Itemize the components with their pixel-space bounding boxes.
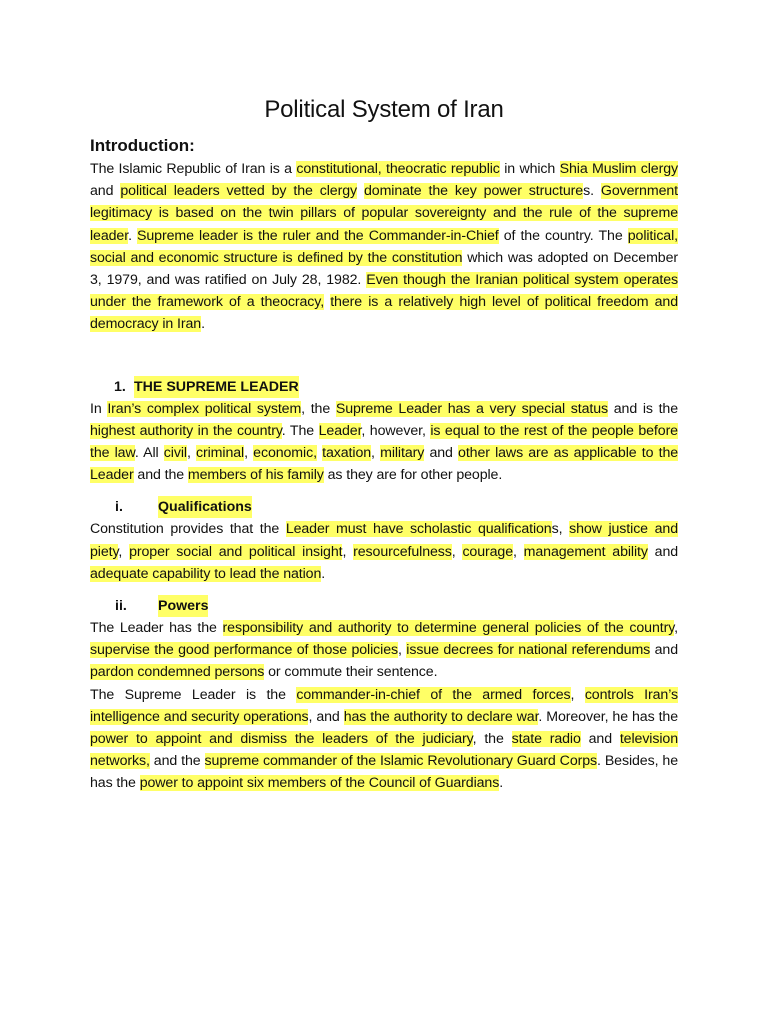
text-run: and bbox=[650, 642, 679, 659]
powers-paragraph-1 bbox=[90, 617, 678, 684]
text-run: , however, bbox=[361, 422, 431, 439]
highlighted-text: adequate capability to lead the nation bbox=[90, 565, 322, 582]
highlighted-text: has the authority to declare war bbox=[343, 708, 539, 725]
text-run: . bbox=[321, 565, 326, 582]
highlighted-text: Supreme Leader has a very special status bbox=[335, 400, 609, 417]
highlighted-text: economic, bbox=[253, 445, 317, 462]
highlighted-text: taxation bbox=[322, 445, 372, 462]
text-run: . bbox=[128, 227, 138, 244]
text-run: and bbox=[647, 543, 679, 560]
text-run: and is the bbox=[608, 400, 678, 417]
text-run: , bbox=[186, 445, 197, 462]
intro-heading: Introduction: bbox=[90, 136, 195, 155]
highlighted-text: power to appoint and dismiss the leaders of the judiciary bbox=[90, 731, 473, 748]
highlighted-text: highest authority in the country bbox=[90, 422, 282, 439]
highlighted-text: Leader bbox=[318, 422, 362, 439]
highlighted-text: resourcefulness bbox=[353, 543, 452, 560]
text-run: as they are for other people. bbox=[323, 467, 503, 484]
highlighted-text: supervise the good performance of those policies bbox=[90, 642, 398, 659]
highlighted-text: Iran’s complex political system bbox=[107, 400, 302, 417]
text-run: , bbox=[570, 686, 585, 703]
text-run: . bbox=[499, 775, 504, 792]
highlighted-text: there is a relatively high level of political freedom and democracy in Iran bbox=[90, 294, 679, 333]
text-run: , bbox=[513, 543, 524, 560]
text-run: s. bbox=[583, 183, 601, 200]
section-1-heading bbox=[90, 376, 678, 398]
text-run: . The bbox=[281, 422, 319, 439]
text-run: , and bbox=[308, 708, 344, 725]
highlighted-text: power to appoint six members of the Council of Guardians bbox=[139, 775, 500, 792]
highlighted-text: is equal to the rest of the people before the law bbox=[90, 422, 678, 462]
text-run: and the bbox=[149, 753, 205, 770]
text-run: . bbox=[201, 316, 205, 333]
highlighted-text: civil bbox=[163, 445, 187, 462]
supreme-leader-paragraph bbox=[90, 398, 678, 487]
text-run: , bbox=[118, 543, 130, 560]
text-run: The Islamic Republic of Iran is a bbox=[90, 161, 297, 177]
highlighted-text: Government legitimacy is based on the twin pillars of popular sovereignty and the rule of the supreme leader bbox=[90, 183, 678, 244]
highlighted-text: responsibility and authority to determine general policies of the country bbox=[222, 620, 675, 637]
intro-paragraph bbox=[90, 158, 678, 336]
highlighted-text: constitutional, theocratic republic bbox=[296, 161, 500, 177]
text-run: Constitution provides that the bbox=[90, 521, 286, 538]
text-run: and the bbox=[133, 467, 188, 484]
text-run: . All bbox=[134, 445, 164, 462]
text-run: and bbox=[90, 183, 121, 200]
text-run: The Leader has the bbox=[90, 620, 223, 637]
highlighted-text: members of his family bbox=[187, 467, 324, 484]
text-run bbox=[357, 183, 364, 199]
subsection-qualifications-number: i. bbox=[115, 499, 123, 516]
subsection-qualifications-title: Qualifications bbox=[158, 496, 252, 518]
highlighted-text: political leaders vetted by the clergy bbox=[120, 183, 357, 200]
highlighted-text: political, social and economic structure is defined by the constitution bbox=[90, 227, 678, 266]
text-run: . Besides, he has the bbox=[90, 753, 678, 792]
text-run: . Moreover, he has the bbox=[538, 708, 678, 725]
highlighted-text: show justice and piety bbox=[90, 521, 678, 560]
highlighted-text: Leader must have scholastic qualification bbox=[285, 521, 552, 538]
text-run: , bbox=[398, 642, 407, 659]
document-title: Political System of Iran bbox=[264, 96, 504, 123]
highlighted-text: dominate the key power structure bbox=[363, 183, 584, 200]
section-1-title: THE SUPREME LEADER bbox=[134, 376, 299, 398]
highlighted-text: Supreme leader is the ruler and the Commander-in-Chief bbox=[137, 227, 499, 244]
text-run: and bbox=[580, 731, 620, 748]
text-run: s, bbox=[551, 521, 570, 538]
text-run: , the bbox=[301, 400, 336, 417]
text-run: or commute their sentence. bbox=[264, 664, 438, 681]
highlighted-text: courage bbox=[462, 543, 514, 560]
text-run: which was adopted on December 3, 1979, and was ratified on July 28, 1982. bbox=[90, 249, 678, 289]
text-run: In bbox=[90, 400, 108, 417]
subsection-powers-heading bbox=[90, 595, 678, 617]
text-run: , bbox=[244, 445, 254, 462]
subsection-qualifications-heading bbox=[90, 496, 678, 518]
text-run: , bbox=[342, 543, 354, 560]
text-run: and bbox=[424, 445, 459, 462]
highlighted-text: supreme commander of the Islamic Revolutionary Guard Corps bbox=[204, 753, 598, 770]
text-run: of the country. The bbox=[498, 227, 628, 244]
subsection-powers-number: ii. bbox=[115, 598, 127, 615]
text-run: The Supreme Leader is the bbox=[90, 686, 297, 703]
highlighted-text: controls Iran’s intelligence and security operations bbox=[90, 686, 678, 725]
highlighted-text: pardon condemned persons bbox=[90, 664, 265, 681]
subsection-powers-title: Powers bbox=[158, 595, 208, 617]
text-run: , bbox=[371, 445, 381, 462]
highlighted-text: Shia Muslim clergy bbox=[559, 161, 678, 177]
highlighted-text: military bbox=[380, 445, 425, 462]
text-run: in which bbox=[499, 161, 560, 177]
highlighted-text: issue decrees for national referendums bbox=[406, 642, 651, 659]
highlighted-text: management ability bbox=[523, 543, 648, 560]
highlighted-text: proper social and political insight bbox=[129, 543, 343, 560]
section-1-number: 1. bbox=[114, 378, 126, 395]
text-run: , bbox=[451, 543, 463, 560]
text-run: , bbox=[674, 620, 678, 637]
highlighted-text: state radio bbox=[511, 731, 581, 748]
highlighted-text: television networks, bbox=[90, 731, 678, 770]
highlighted-text: other laws are as applicable to the Leader bbox=[90, 445, 679, 484]
text-run: , the bbox=[472, 731, 512, 748]
powers-paragraph-2 bbox=[90, 684, 678, 795]
qualifications-paragraph bbox=[90, 518, 678, 585]
highlighted-text: criminal bbox=[196, 445, 245, 462]
highlighted-text: Even though the Iranian political system operates under the framework of a theocracy, bbox=[90, 272, 679, 311]
highlighted-text: commander-in-chief of the armed forces bbox=[296, 686, 571, 703]
